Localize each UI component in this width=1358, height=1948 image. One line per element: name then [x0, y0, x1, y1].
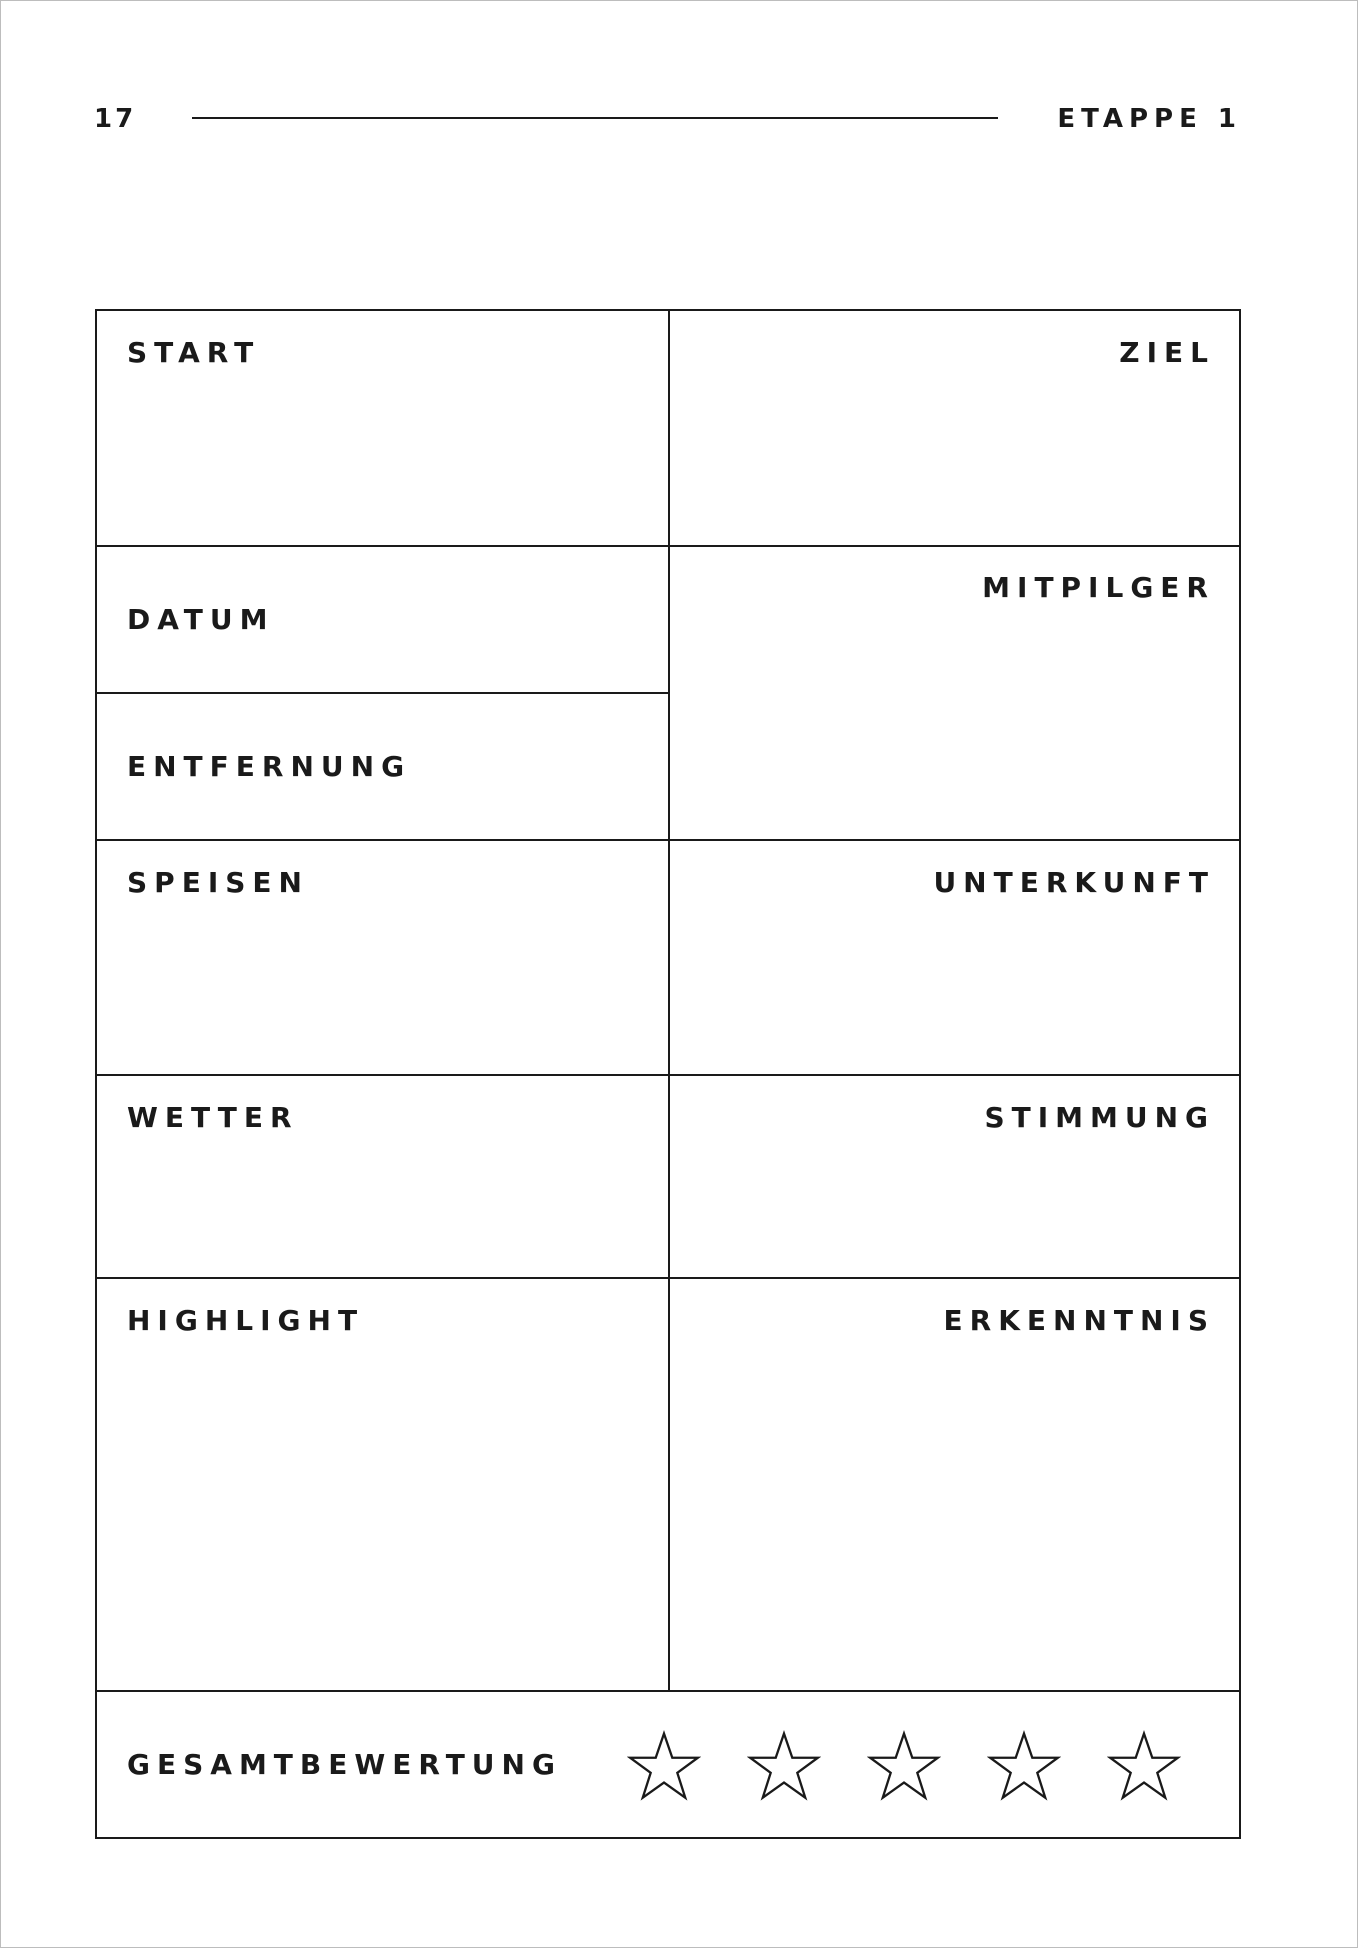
column-divider — [668, 311, 670, 1692]
speisen-field-label: SPEISEN — [127, 866, 309, 899]
journal-form — [95, 309, 1241, 1839]
star-rating — [627, 1730, 1181, 1802]
row-divider-datum — [97, 692, 669, 694]
star-3-icon[interactable] — [867, 1730, 941, 1802]
page-number: 17 — [94, 104, 137, 134]
star-1-icon[interactable] — [627, 1730, 701, 1802]
star-4-icon[interactable] — [987, 1730, 1061, 1802]
ziel-field-label: ZIEL — [1119, 336, 1215, 369]
star-2-icon[interactable] — [747, 1730, 821, 1802]
row-divider-start — [97, 545, 1239, 547]
rating-row — [97, 1692, 1239, 1837]
star-5-icon[interactable] — [1107, 1730, 1181, 1802]
header-rule — [192, 117, 998, 119]
row-divider-entfernung — [97, 839, 1239, 841]
mitpilger-field-label: MITPILGER — [982, 571, 1215, 604]
entfernung-field-label: ENTFERNUNG — [127, 750, 412, 783]
stage-title: ETAPPE 1 — [1057, 104, 1242, 134]
row-divider-speisen — [97, 1074, 1239, 1076]
datum-field-label: DATUM — [127, 603, 275, 636]
wetter-field-label: WETTER — [127, 1101, 299, 1134]
start-field-label: START — [127, 336, 261, 369]
stimmung-field-label: STIMMUNG — [984, 1101, 1215, 1134]
unterkunft-field-label: UNTERKUNFT — [933, 866, 1215, 899]
highlight-field-label: HIGHLIGHT — [127, 1304, 365, 1337]
erkenntnis-field-label: ERKENNTNIS — [943, 1304, 1215, 1337]
gesamtbewertung-field-label: GESAMTBEWERTUNG — [127, 1748, 562, 1781]
row-divider-wetter — [97, 1277, 1239, 1279]
